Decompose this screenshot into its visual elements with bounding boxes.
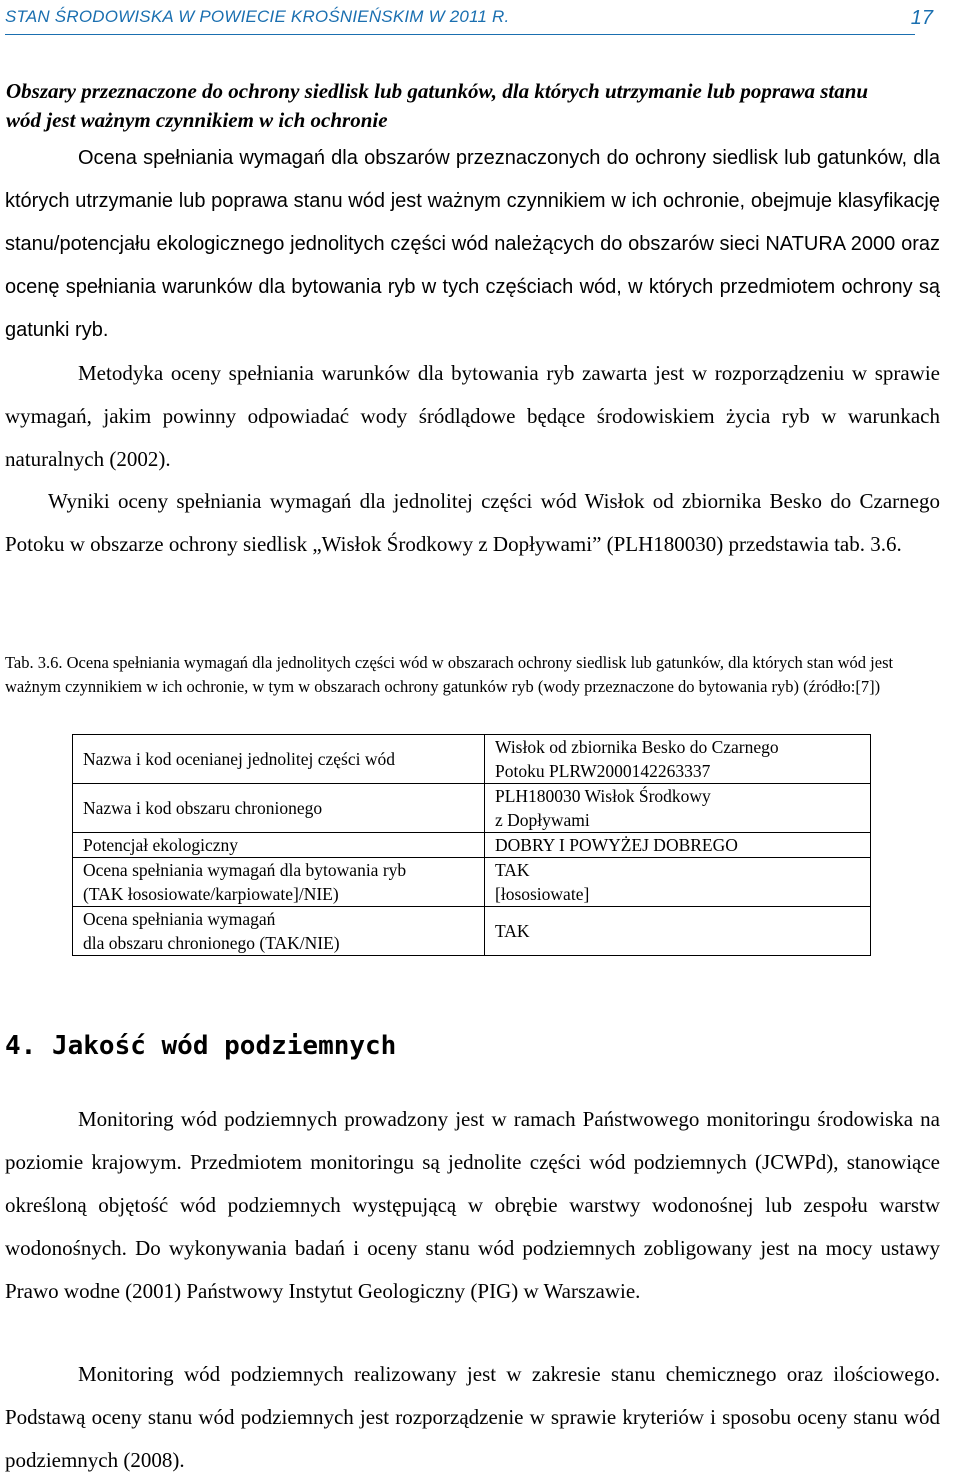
page-header bbox=[5, 4, 933, 35]
paragraph-assessment-intro: Ocena spełniania wymagań dla obszarów przeznaczonych do ochrony siedlisk lub gatunków, dla których utrzymanie lub poprawa stanu wód jest ważnym czynnikiem w ich ochronie, obejmuje klasyfikację stanu/potencjału ekologicznego jednolitych części wód należących do obszarów sieci NATURA 2000 oraz ocenę spełniania warunków dla bytowania ryb w tych częściach wód, w których przedmiotem ochrony są gatunki ryb. bbox=[5, 147, 940, 341]
table-row bbox=[73, 858, 871, 907]
table-row bbox=[73, 907, 871, 956]
paragraph-groundwater-scope: Monitoring wód podziemnych realizowany jest w zakresie stanu chemicznego oraz ilościowego. Podstawą oceny stanu wód podziemnych jest rozporządzenie w sprawie kryteriów i sposobu oceny stanu wód podziemnych (2008). bbox=[5, 1362, 940, 1472]
paragraph-results: Wyniki oceny spełniania wymagań dla jednolitej części wód Wisłok od zbiornika Besko do Czarnego Potoku w obszarze ochrony siedlisk „Wisłok Środkowy z Dopływami” (PLH180030) przedstawia tab. 3.6. bbox=[5, 489, 940, 556]
section-heading: 4. Jakość wód podziemnych bbox=[5, 1031, 397, 1061]
row-value-line: [łososiowate] bbox=[495, 884, 590, 904]
paragraph-methodology: Metodyka oceny spełniania warunków dla bytowania ryb zawarta jest w rozporządzeniu w sprawie wymagań, jakim powinny odpowiadać wody śródlądowe będące środowiskiem życia ryb w warunkach naturalnych (2002). bbox=[5, 361, 940, 471]
row-label bbox=[73, 858, 485, 907]
row-label bbox=[73, 907, 485, 956]
row-value bbox=[485, 735, 871, 784]
row-label-line: Ocena spełniania wymagań dla bytowania ryb bbox=[83, 860, 407, 880]
row-value-line: PLH180030 Wisłok Środkowy bbox=[495, 786, 711, 806]
row-label bbox=[73, 833, 485, 858]
subsection-title: Obszary przeznaczone do ochrony siedlisk lub gatunków, dla których utrzymanie lub poprawa stanu wód jest ważnym czynnikiem w ich ochronie bbox=[6, 79, 869, 132]
row-value-line: z Dopływami bbox=[495, 810, 590, 830]
table-row bbox=[73, 735, 871, 784]
row-label-line: (TAK łososiowate/karpiowate]/NIE) bbox=[83, 884, 339, 904]
row-label bbox=[73, 784, 485, 833]
row-label-line: dla obszaru chronionego (TAK/NIE) bbox=[83, 933, 340, 953]
row-value-line: Potoku PLRW2000142263337 bbox=[495, 761, 711, 781]
row-label-line: Ocena spełniania wymagań bbox=[83, 909, 276, 929]
row-value bbox=[485, 784, 871, 833]
row-label-line: Nazwa i kod obszaru chronionego bbox=[83, 798, 323, 818]
row-label-line: Nazwa i kod ocenianej jednolitej części wód bbox=[83, 749, 395, 769]
row-label bbox=[73, 735, 485, 784]
row-value-line: Wisłok od zbiornika Besko do Czarnego bbox=[495, 737, 779, 757]
running-title: STAN ŚRODOWISKA W POWIECIE KROŚNIEŃSKIM W 2011 R. bbox=[5, 7, 510, 26]
row-value bbox=[485, 833, 871, 858]
row-value-line: TAK bbox=[495, 860, 530, 880]
row-value-line: DOBRY I POWYŻEJ DOBREGO bbox=[495, 835, 738, 855]
table-row bbox=[73, 833, 871, 858]
row-value bbox=[485, 907, 871, 956]
table-caption: Tab. 3.6. Ocena spełniania wymagań dla jednolitych części wód w obszarach ochrony siedlisk lub gatunków, dla których stan wód jest ważnym czynnikiem w ich ochronie, w tym w obszarach ochrony gatunków ryb (wody przeznaczone do bytowania ryb) (źródło:[7]) bbox=[5, 653, 894, 696]
table-row bbox=[73, 784, 871, 833]
row-value bbox=[485, 858, 871, 907]
row-label-line: Potencjał ekologiczny bbox=[83, 835, 239, 855]
paragraph-groundwater-monitoring: Monitoring wód podziemnych prowadzony jest w ramach Państwowego monitoringu środowiska na poziomie krajowym. Przedmiotem monitoringu są jednolite części wód podziemnych (JCWPd), stanowiące określoną objętość wód podziemnych występującą w obrębie warstwy wodonośnej lub zespołu warstw wodonośnych. Do wykonywania badań i oceny stanu wód podziemnych zobligowany jest na mocy ustawy Prawo wodne (2001) Państwowy Instytut Geologiczny (PIG) w Warszawie. bbox=[5, 1107, 940, 1303]
page-number: 17 bbox=[910, 7, 933, 29]
assessment-table bbox=[72, 734, 871, 956]
row-value-line: TAK bbox=[495, 921, 530, 941]
